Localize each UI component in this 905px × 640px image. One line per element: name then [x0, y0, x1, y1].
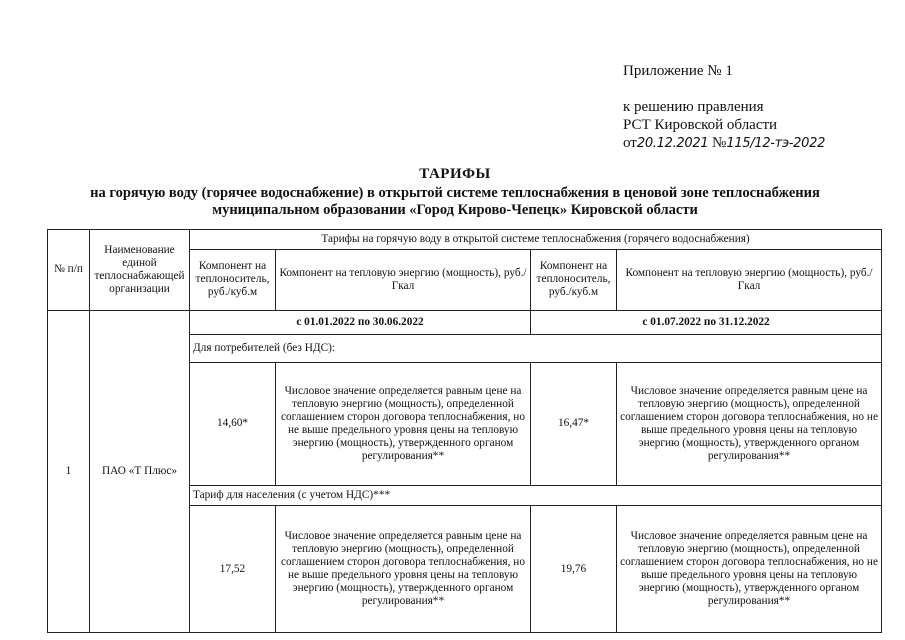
row-number: 1 — [48, 310, 90, 632]
appendix-block — [623, 62, 883, 153]
population-energy-p2: Числовое значение определяется равным цене на тепловую энергию (мощность), определенной соглашением сторон договора теплоснабжения, но не выше предельного уровня цены на тепловую энергию (мощность), утвержденного органом регулирования** — [617, 506, 882, 633]
period-row — [48, 310, 882, 335]
title-line-1: на горячую воду (горячее водоснабжение) в открытой системе теплоснабжения в ценовой зоне теплоснабжения — [90, 185, 820, 201]
appendix-authority-line: РСТ Кировской области — [623, 117, 778, 133]
title-main: ТАРИФЫ — [419, 166, 491, 182]
population-label: Тариф для населения (с учетом НДС)*** — [190, 485, 882, 505]
population-energy-p1: Числовое значение определяется равным цене на тепловую энергию (мощность), определенной соглашением сторон договора теплоснабжения, но не выше предельного уровня цены на тепловую энергию (мощность), утвержденного органом регулирования** — [276, 506, 531, 633]
tariff-table — [47, 229, 882, 633]
appendix-decision-line: к решению правления — [623, 99, 764, 115]
period-1: с 01.01.2022 по 30.06.2022 — [190, 310, 531, 335]
header-energy-1: Компонент на тепловую энергию (мощность), руб./Гкал — [276, 250, 531, 310]
header-group: Тарифы на горячую воду в открытой системе теплоснабжения (горячего водоснабжения) — [190, 230, 882, 250]
consumers-label: Для потребителей (без НДС): — [190, 335, 882, 362]
header-carrier-2: Компонент на теплоноситель, руб./куб.м — [531, 250, 617, 310]
date-prefix: от — [623, 135, 637, 151]
consumers-carrier-p1: 14,60* — [190, 362, 276, 485]
header-energy-2: Компонент на тепловую энергию (мощность), руб./Гкал — [617, 250, 882, 310]
period-2: с 01.07.2022 по 31.12.2022 — [531, 310, 882, 335]
consumers-carrier-p2: 16,47* — [531, 362, 617, 485]
appendix-title: Приложение № 1 — [623, 63, 733, 79]
number-prefix: № — [712, 135, 727, 151]
header-org: Наименование единой теплоснабжающей организации — [90, 230, 190, 311]
handwritten-number: 115/12-тэ-2022 — [726, 136, 826, 151]
population-carrier-p1: 17,52 — [190, 506, 276, 633]
table-header-row — [48, 230, 882, 250]
consumers-energy-p1: Числовое значение определяется равным цене на тепловую энергию (мощность), определенной соглашением сторон договора теплоснабжения, но не выше предельного уровня цены на тепловую энергию (мощность), утвержденного органом регулирования** — [276, 362, 531, 485]
header-num: № п/п — [48, 230, 90, 311]
appendix-date-line — [623, 134, 883, 153]
title-line-2: муниципальном образовании «Город Кирово-Чепецк» Кировской области — [212, 202, 698, 218]
document-title — [60, 166, 850, 219]
population-carrier-p2: 19,76 — [531, 506, 617, 633]
consumers-energy-p2: Числовое значение определяется равным цене на тепловую энергию (мощность), определенной соглашением сторон договора теплоснабжения, но не выше предельного уровня цены на тепловую энергию (мощность), утвержденного органом регулирования** — [617, 362, 882, 485]
handwritten-date: 20.12.2021 — [636, 136, 709, 151]
header-carrier-1: Компонент на теплоноситель, руб./куб.м — [190, 250, 276, 310]
org-name: ПАО «Т Плюс» — [90, 310, 190, 632]
